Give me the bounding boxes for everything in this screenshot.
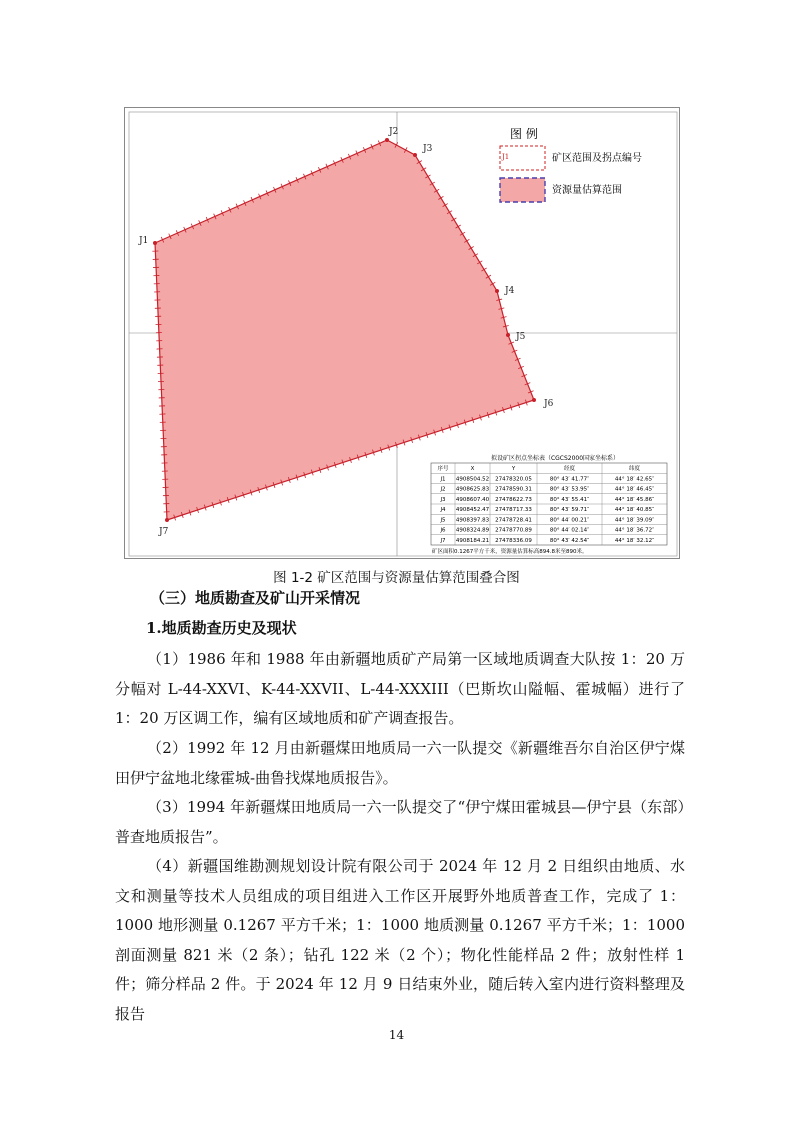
table-cell: 4908397.83 (455, 517, 490, 524)
table-cell: 4908452.47 (455, 507, 490, 514)
table-cell: 4908625.83 (455, 486, 490, 493)
table-cell: 27478622.73 (495, 496, 532, 503)
table-cell: 80° 43′ 41.77″ (549, 476, 590, 483)
paragraph-1: （1）1986 年和 1988 年由新疆地质矿产局第一区域地质调查大队按 1：20 万分幅对 L-44-XXVI、K-44-XXVII、L-44-XXXIII（巴斯坎山隘幅、霍城幅）进行了 1：20 万区调工作，编有区域地质和矿产调查报告。 (115, 650, 685, 727)
legend-item-1-label: 矿区范围及拐点编号 (552, 153, 642, 164)
figure-caption: 图 1-2 矿区范围与资源量估算范围叠合图 (273, 570, 520, 586)
table-cell: 4908184.21 (455, 537, 490, 544)
section-title: （三）地质勘查及矿山开采情况 (150, 589, 361, 607)
corner-point-label: J6 (544, 399, 554, 409)
table-cell: J3 (440, 496, 446, 503)
table-cell: J2 (440, 486, 446, 493)
table-cell: J5 (440, 517, 446, 524)
corner-point-marker (506, 333, 510, 337)
table-note: 矿区面积0.1267平方千米，资源量估算标高894.8米至890米。 (432, 549, 588, 555)
table-cell: 44° 18′ 32.12″ (614, 537, 655, 544)
paragraph-3: （3）1994 年新疆煤田地质局一六一队提交了“伊宁煤田霍城县—伊宁县（东部）普查地质报告”。 (115, 798, 685, 846)
legend (500, 126, 642, 202)
corner-point-label: J7 (159, 527, 169, 537)
legend-title: 图 例 (510, 127, 538, 141)
map-canvas (125, 108, 681, 560)
table-header-cell: 纬度 (628, 466, 641, 473)
table-cell: 27478590.31 (495, 486, 532, 493)
corner-point-label: J3 (423, 144, 433, 154)
table-title: 拟设矿区拐点坐标表（CGCS2000国家坐标系） (490, 455, 620, 462)
table-cell: 4908607.40 (455, 496, 490, 503)
table-cell: 27478336.09 (495, 537, 532, 544)
table-cell: 80° 43′ 53.95″ (549, 486, 590, 493)
table-cell: 44° 18′ 36.72″ (614, 527, 655, 534)
corner-point-marker (413, 153, 417, 157)
table-cell: J1 (440, 476, 446, 483)
table-cell: 80° 44′ 02.14″ (549, 527, 590, 534)
table-cell: 27478717.33 (495, 507, 532, 514)
table-cell: 44° 18′ 45.86″ (614, 496, 655, 503)
table-cell: 80° 43′ 42.54″ (549, 537, 590, 544)
table-cell: 27478728.41 (495, 517, 532, 524)
table-cell: 44° 18′ 40.85″ (614, 507, 655, 514)
table-header-cell: 经度 (563, 466, 576, 473)
table-header-cell: X (470, 466, 475, 473)
table-cell: 44° 18′ 46.45″ (614, 486, 655, 493)
corner-point-marker (153, 241, 157, 245)
table-cell: 80° 43′ 55.41″ (549, 496, 590, 503)
coordinate-table (431, 454, 667, 555)
legend-resource-area-swatch (500, 178, 545, 202)
corner-point-marker (532, 398, 536, 402)
corner-point-marker (385, 138, 389, 142)
table-cell: 80° 43′ 59.71″ (549, 507, 590, 514)
map-figure (124, 107, 680, 559)
paragraph-4: （4）新疆国维勘测规划设计院有限公司于 2024 年 12 月 2 日组织由地质、水文和测量等技术人员组成的项目组进入工作区开展野外地质普查工作，完成了 1：1000 地形测量 0.1267 平方千米；1：1000 地质测量 0.1267 平方千米；1：1000 剖面测量 821 米（2 条）；钻孔 122 米（2 个）；物化性能样品 2 件；放射性样 1 件；筛分样品 2 件。于 2024 年 12 月 9 日结束外业，随后转入室内进行资料整理及报告 (115, 857, 685, 1023)
table-header-cell: 序号 (437, 466, 449, 473)
table-cell: J4 (440, 507, 446, 514)
table-cell: J6 (440, 527, 446, 534)
table-cell: 27478770.89 (495, 527, 532, 534)
table-header-cell: Y (511, 466, 516, 473)
corner-point-marker (165, 518, 169, 522)
paragraph-2: （2）1992 年 12 月由新疆煤田地质局一六一队提交《新疆维吾尔自治区伊宁煤田伊宁盆地北缘霍城-曲鲁找煤地质报告》。 (115, 739, 685, 787)
svg-text:J1: J1 (502, 153, 510, 161)
table-cell: 44° 18′ 42.65″ (614, 476, 655, 483)
corner-point-marker (495, 289, 499, 293)
corner-point-label: J4 (505, 286, 515, 296)
page-number: 14 (388, 1028, 405, 1042)
table-cell: 80° 44′ 00.21″ (549, 517, 590, 524)
table-cell: 4908504.52 (455, 476, 490, 483)
corner-point-label: J2 (389, 127, 399, 137)
table-cell: 44° 18′ 39.09″ (614, 517, 655, 524)
subsection-title: 1.地质勘查历史及现状 (146, 619, 297, 637)
table-cell: 27478320.05 (495, 476, 532, 483)
corner-point-label: J5 (516, 332, 526, 342)
table-cell: J7 (440, 537, 446, 544)
legend-item-2-label: 资源量估算范围 (552, 185, 622, 196)
table-cell: 4908324.89 (455, 527, 490, 534)
corner-point-label: J1 (139, 236, 149, 246)
